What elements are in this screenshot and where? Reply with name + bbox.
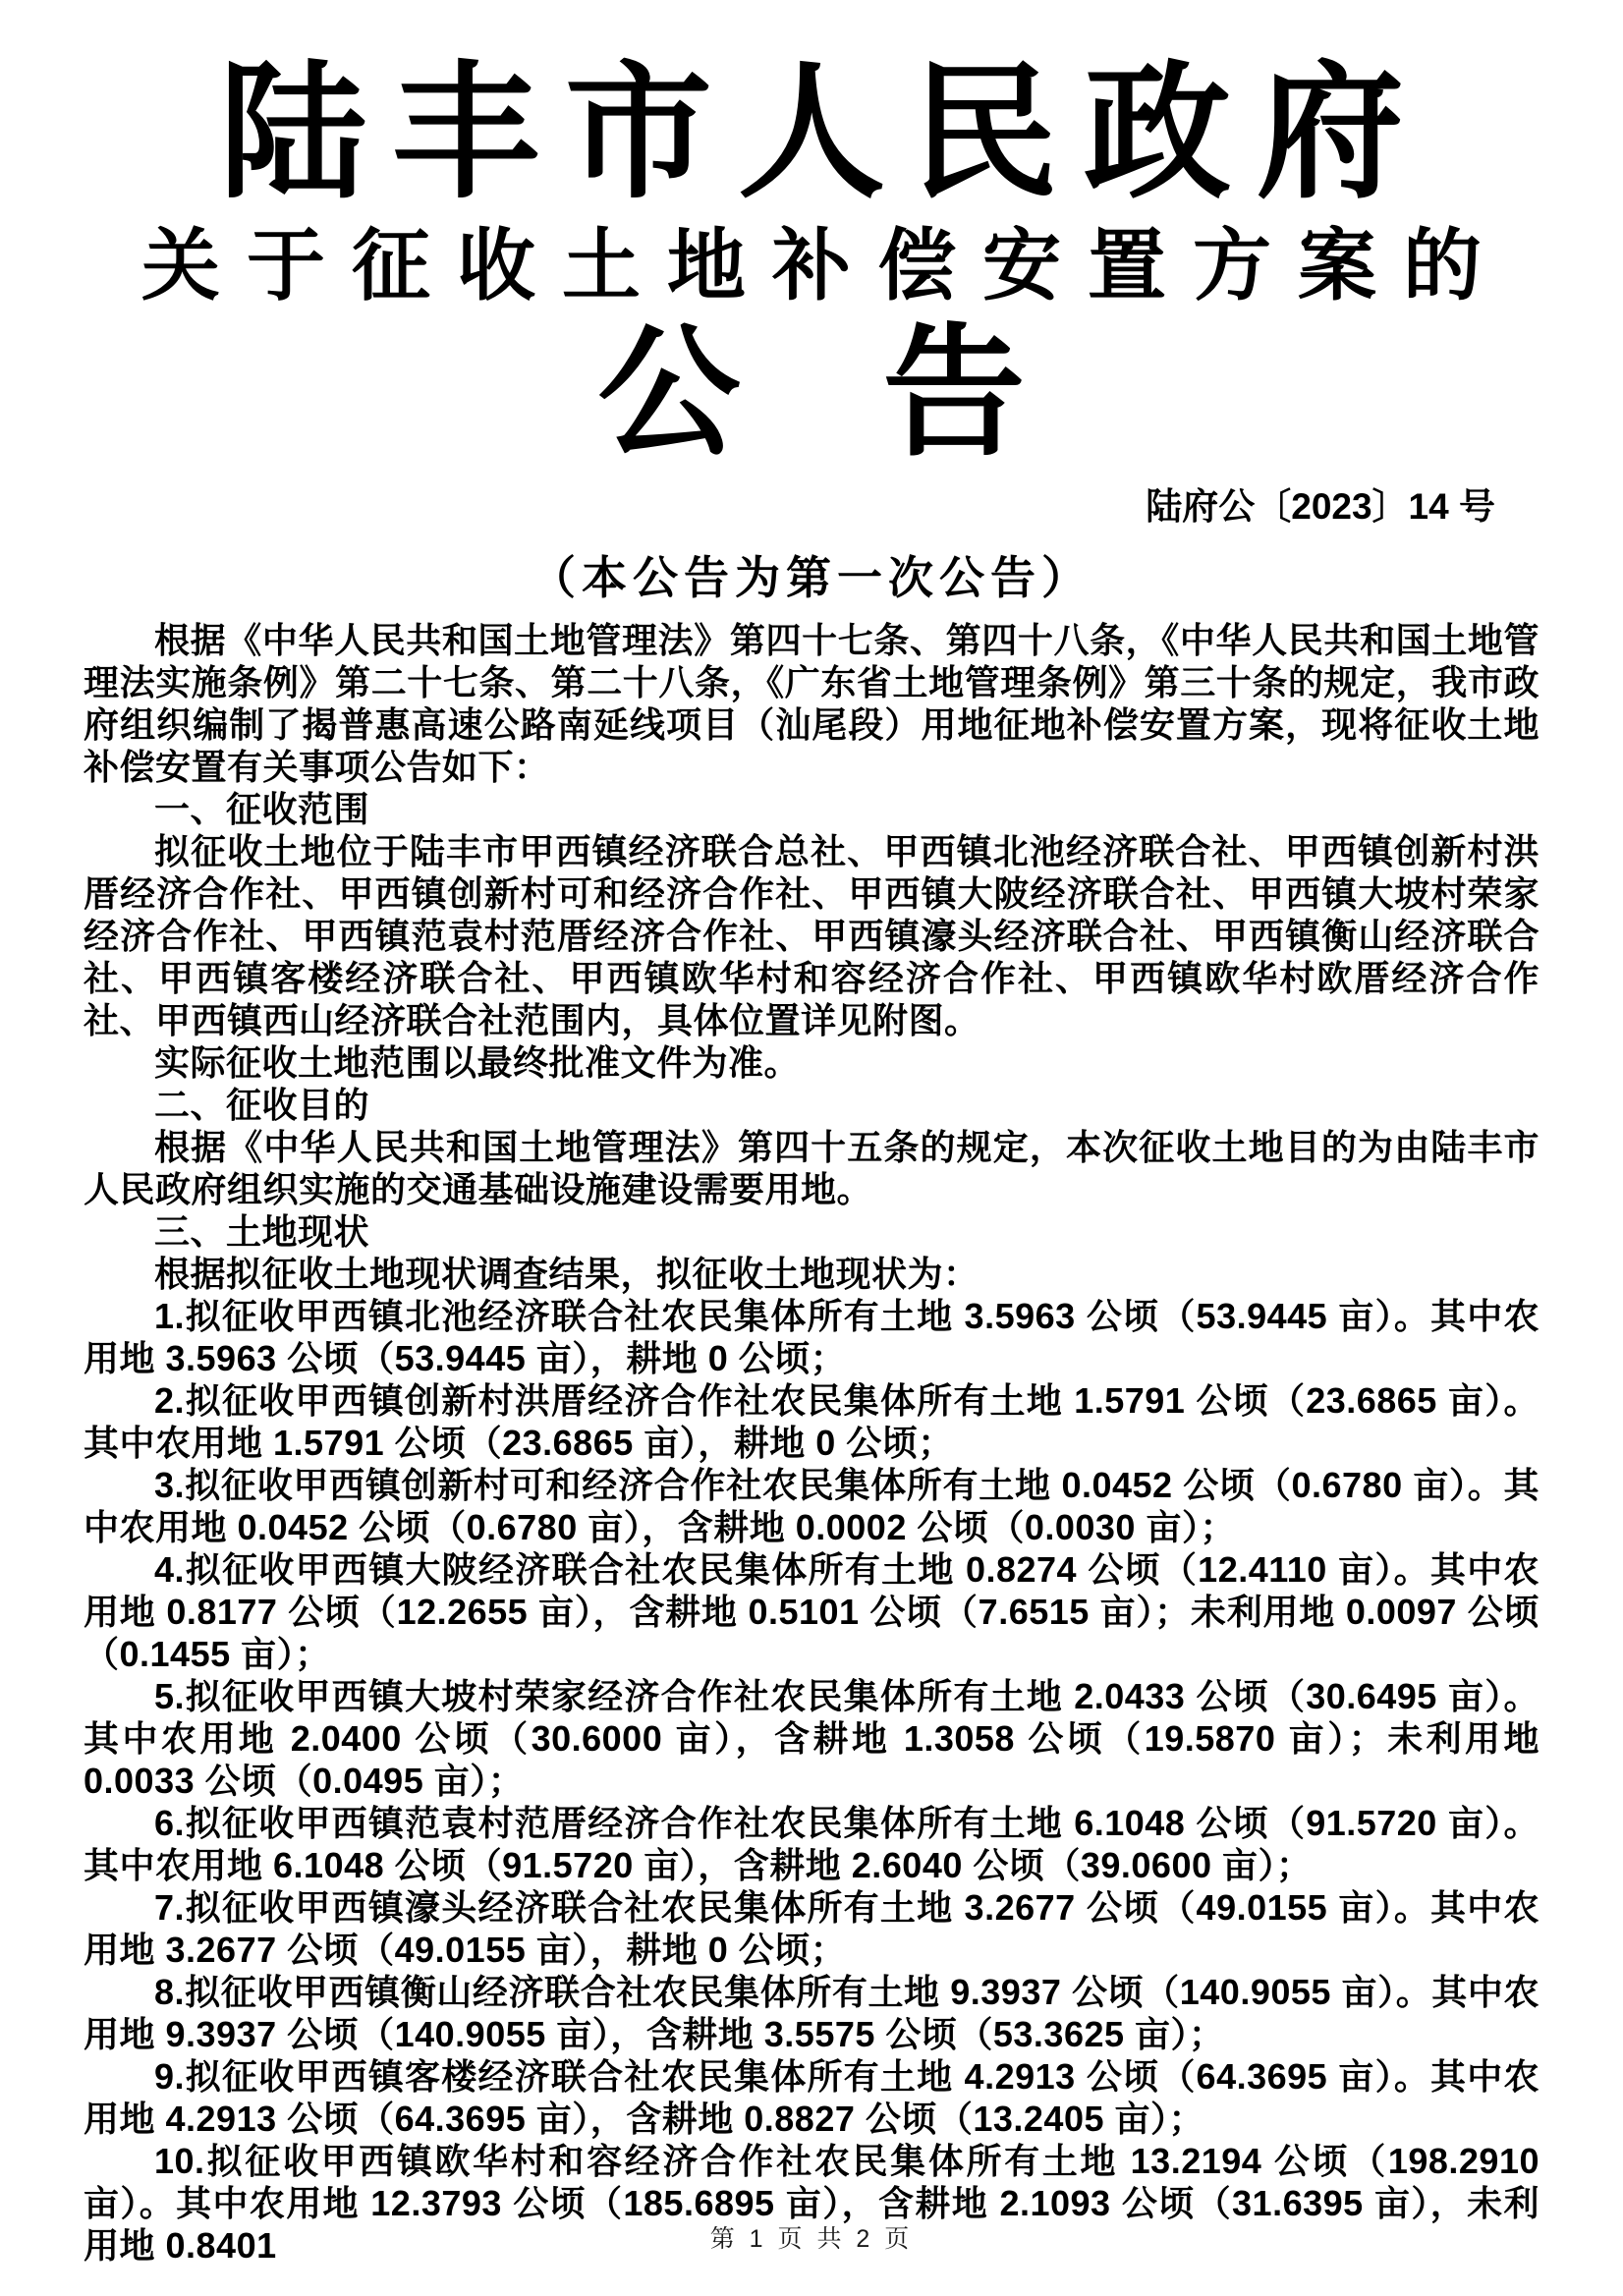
- section-heading: 一、征收范围: [154, 788, 370, 829]
- body-paragraph: 2.拟征收甲西镇创新村洪厝经济合作社农民集体所有土地 1.5791 公顷（23.6865 亩）。其中农用地 1.5791 公顷（23.6865 亩），耕地 0 公顷；: [84, 1379, 1539, 1463]
- body-paragraph: 拟征收土地位于陆丰市甲西镇经济联合总社、甲西镇北池经济联合社、甲西镇创新村洪厝经济合作社、甲西镇创新村可和经济合作社、甲西镇大陂经济联合社、甲西镇大坡村荣家经济合作社、甲西镇范袁村范厝经济合作社、甲西镇濠头经济联合社、甲西镇衡山经济联合社、甲西镇客楼经济联合社、甲西镇欧华村和容经济合作社、甲西镇欧华村欧厝经济合作社、甲西镇西山经济联合社范围内，具体位置详见附图。: [84, 830, 1539, 1040]
- body-paragraph: 4.拟征收甲西镇大陂经济联合社农民集体所有土地 0.8274 公顷（12.4110 亩）。其中农用地 0.8177 公顷（12.2655 亩），含耕地 0.5101 公顷（7.6515 亩）；未利用地 0.0097 公顷（0.1455 亩）；: [84, 1548, 1539, 1674]
- body-paragraph: 根据《中华人民共和国土地管理法》第四十七条、第四十八条，《中华人民共和国土地管理法实施条例》第二十七条、第二十八条，《广东省土地管理条例》第三十条的规定，我市政府组织编制了揭普惠高速公路南延线项目（汕尾段）用地征地补偿安置方案，现将征收土地补偿安置有关事项公告如下：: [84, 619, 1539, 787]
- page-footer: [0, 2219, 1623, 2255]
- document-type-title: 公 告: [597, 315, 1026, 474]
- section-heading: 三、土地现状: [154, 1210, 370, 1252]
- body-paragraph: 根据《中华人民共和国土地管理法》第四十五条的规定，本次征收土地目的为由陆丰市人民政府组织实施的交通基础设施建设需要用地。: [84, 1126, 1539, 1209]
- body-paragraph: 根据拟征收土地现状调查结果，拟征收土地现状为：: [154, 1253, 979, 1294]
- body-paragraph: 5.拟征收甲西镇大坡村荣家经济合作社农民集体所有土地 2.0433 公顷（30.6495 亩）。其中农用地 2.0400 公顷（30.6000 亩），含耕地 1.3058 公顷（19.5870 亩）；未利用地 0.0033 公顷（0.0495 亩）；: [84, 1675, 1539, 1801]
- issuing-authority-title: 陆丰市人民政府: [218, 53, 1429, 216]
- body-paragraph: 9.拟征收甲西镇客楼经济联合社农民集体所有土地 4.2913 公顷（64.3695 亩）。其中农用地 4.2913 公顷（64.3695 亩），含耕地 0.8827 公顷（13.2405 亩）；: [84, 2055, 1539, 2139]
- body-paragraph: 3.拟征收甲西镇创新村可和经济合作社农民集体所有土地 0.0452 公顷（0.6780 亩）。其中农用地 0.0452 公顷（0.6780 亩），含耕地 0.0002 公顷（0.0030 亩）；: [84, 1464, 1539, 1547]
- body-paragraph: 7.拟征收甲西镇濠头经济联合社农民集体所有土地 3.2677 公顷（49.0155 亩）。其中农用地 3.2677 公顷（49.0155 亩），耕地 0 公顷；: [84, 1886, 1539, 1970]
- document-header: [0, 0, 1623, 605]
- page-indicator: 第 1 页 共 2 页: [709, 2225, 914, 2253]
- document-number: 陆府公〔2023〕14 号: [1146, 486, 1495, 528]
- document-body: [84, 619, 1539, 2267]
- document-subject-line: 关于征收土地补偿安置方案的: [141, 224, 1508, 310]
- body-paragraph: 8.拟征收甲西镇衡山经济联合社农民集体所有土地 9.3937 公顷（140.9055 亩）。其中农用地 9.3937 公顷（140.9055 亩），含耕地 3.5575 公顷（53.3625 亩）；: [84, 1971, 1539, 2054]
- body-paragraph: 1.拟征收甲西镇北池经济联合社农民集体所有土地 3.5963 公顷（53.9445 亩）。其中农用地 3.5963 公顷（53.9445 亩），耕地 0 公顷；: [84, 1295, 1539, 1378]
- announcement-round-note: （本公告为第一次公告）: [531, 552, 1092, 603]
- body-paragraph: 6.拟征收甲西镇范袁村范厝经济合作社农民集体所有土地 6.1048 公顷（91.5720 亩）。其中农用地 6.1048 公顷（91.5720 亩），含耕地 2.6040 公顷（39.0600 亩）；: [84, 1802, 1539, 1885]
- body-paragraph: 实际征收土地范围以最终批准文件为准。: [154, 1041, 801, 1083]
- body-paragraph: 10.拟征收甲西镇欧华村和容经济合作社农民集体所有土地 13.2194 公顷（198.2910 亩）。其中农用地 12.3793 公顷（185.6895 亩），含耕地 2.1093 公顷（31.6395 亩），未利用地 0.8401: [84, 2140, 1539, 2266]
- section-heading: 二、征收目的: [154, 1084, 370, 1125]
